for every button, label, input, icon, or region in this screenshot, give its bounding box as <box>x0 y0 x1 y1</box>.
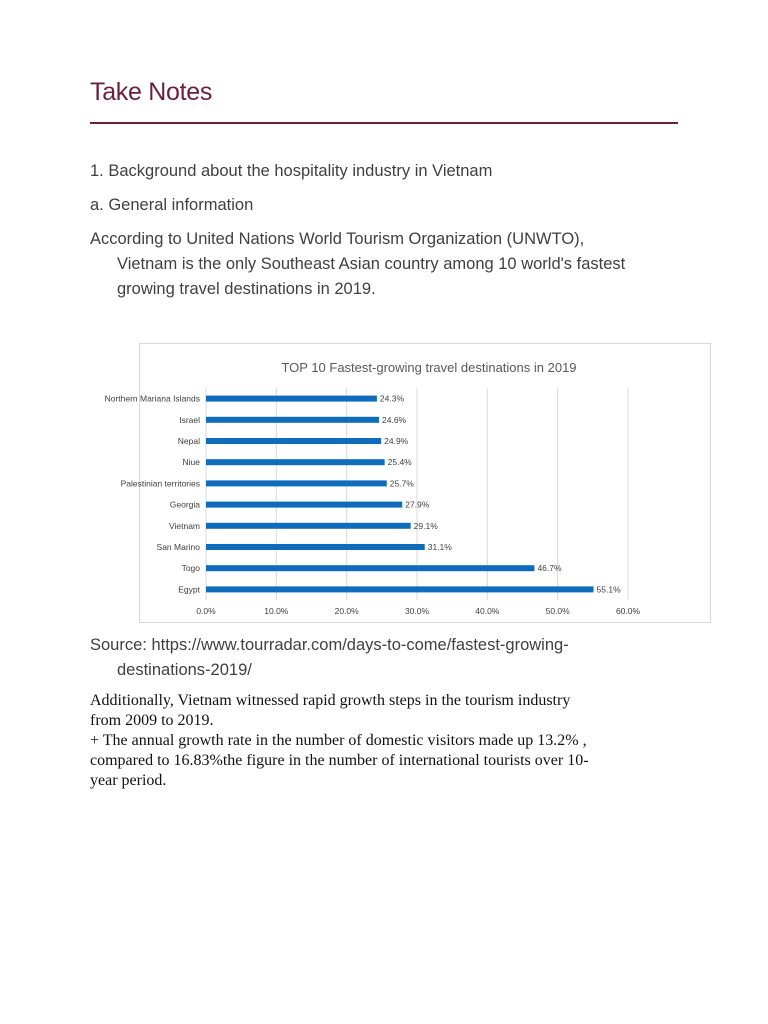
growth-line-2: compared to 16.83%the figure in the number of international tourists over 10- <box>90 752 589 769</box>
data-label: 31.1% <box>427 542 452 552</box>
x-tick-label: 10.0% <box>264 606 289 616</box>
growth-line-1: + The annual growth rate in the number of domestic visitors made up 13.2% , <box>90 732 587 749</box>
bar <box>206 480 387 486</box>
heading-divider <box>90 122 678 124</box>
category-label: Nepal <box>177 436 200 446</box>
category-label: Palestinian territories <box>120 478 200 489</box>
data-label: 24.3% <box>379 393 405 404</box>
category-label: Georgia <box>169 499 200 510</box>
bar <box>206 586 594 592</box>
category-label: San Marino <box>156 542 200 552</box>
data-label: 29.1% <box>413 520 438 531</box>
subsection-title: a. General information <box>90 196 254 214</box>
chart-title: TOP 10 Fastest-growing travel destinations in 2019 <box>281 360 577 375</box>
source-line-1: Source: https://www.tourradar.com/days-to-come/fastest-growing- <box>90 636 569 654</box>
section-title: 1. Background about the hospitality industry in Vietnam <box>90 162 493 180</box>
data-label: 27.9% <box>405 499 430 510</box>
x-tick-label: 60.0% <box>615 606 641 616</box>
data-label: 25.4% <box>387 457 412 468</box>
data-label: 25.7% <box>389 478 414 489</box>
x-tick-label: 20.0% <box>334 606 359 616</box>
category-label: Egypt <box>178 584 200 595</box>
category-label: Israel <box>179 414 200 425</box>
intro-line-1: According to United Nations World Tourism Organization (UNWTO), <box>90 230 585 248</box>
additional-line-2: from 2009 to 2019. <box>90 712 214 729</box>
category-label: Northern Mariana Islands <box>104 393 200 404</box>
intro-line-3: growing travel destinations in 2019. <box>117 280 376 298</box>
category-label: Niue <box>182 457 200 468</box>
x-tick-label: 50.0% <box>545 606 570 616</box>
category-label: Vietnam <box>168 520 200 531</box>
bar <box>206 544 425 550</box>
data-label: 24.9% <box>384 436 409 446</box>
additional-line-1: Additionally, Vietnam witnessed rapid growth steps in the tourism industry <box>90 692 571 709</box>
source-line-2: destinations-2019/ <box>117 661 252 679</box>
growth-line-3: year period. <box>90 772 167 789</box>
bar <box>206 438 381 444</box>
x-tick-label: 30.0% <box>404 606 430 616</box>
bar <box>206 502 402 508</box>
intro-line-2: Vietnam is the only Southeast Asian country among 10 world's fastest <box>117 255 626 273</box>
source-citation <box>90 633 569 683</box>
data-label: 24.6% <box>382 414 407 425</box>
x-tick-label: 0.0% <box>196 606 216 616</box>
bar <box>206 396 377 402</box>
bar <box>206 459 385 465</box>
bar-chart-svg <box>104 344 710 622</box>
bar <box>206 523 411 529</box>
bar <box>206 565 534 571</box>
data-label: 46.7% <box>537 563 562 574</box>
additional-paragraph <box>90 691 690 791</box>
intro-paragraph <box>90 227 625 302</box>
page-heading: Take Notes <box>90 78 213 106</box>
data-label: 55.1% <box>596 584 621 595</box>
category-label: Togo <box>181 563 200 574</box>
bar <box>206 417 379 423</box>
bar-chart <box>104 343 711 623</box>
x-tick-label: 40.0% <box>475 606 500 616</box>
